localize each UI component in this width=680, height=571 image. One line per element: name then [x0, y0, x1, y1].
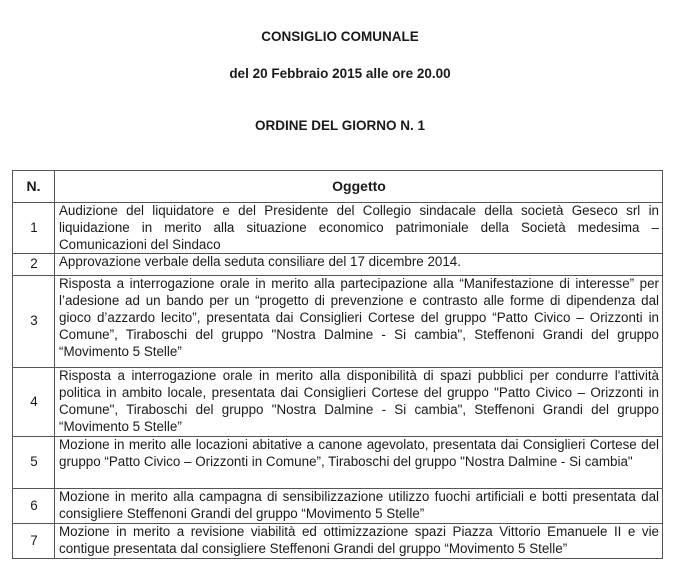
row-subject: Mozione in merito a revisione viabilità ed ottimizzazione spazi Piazza Vittorio Emanuele II e vie contigue presentata dal consigliere Steffenoni Grandi del gruppo “Movimento 5 Stelle” [55, 523, 663, 558]
table-row [13, 437, 663, 489]
row-subject: Approvazione verbale della seduta consiliare del 17 dicembre 2014. [55, 254, 663, 276]
document-title: CONSIGLIO COMUNALE [261, 29, 419, 44]
row-number: 3 [13, 276, 55, 368]
table-row [13, 276, 663, 368]
row-number: 6 [13, 489, 55, 524]
row-number: 4 [13, 368, 55, 437]
row-subject: Mozione in merito alla campagna di sensibilizzazione utilizzo fuochi artificiali e botti presentata dal consigliere Steffenoni Grandi del gruppo “Movimento 5 Stelle” [55, 489, 663, 524]
table-row [13, 489, 663, 524]
row-number: 7 [13, 523, 55, 558]
meeting-date: del 20 Febbraio 2015 alle ore 20.00 [229, 66, 451, 81]
agenda-table [12, 170, 663, 559]
table-row [13, 368, 663, 437]
header-number: N. [13, 171, 55, 203]
header-subject: Oggetto [55, 171, 663, 203]
agenda-subtitle: ORDINE DEL GIORNO N. 1 [254, 118, 426, 133]
table-header-row [13, 171, 663, 203]
row-subject: Audizione del liquidatore e del Presidente del Collegio sindacale della società Geseco srl in liquidazione in merito alla situazione economico patrimoniale della Società medesima – Comunicazioni del Sindaco [55, 203, 663, 254]
row-subject: Mozione in merito alle locazioni abitative a canone agevolato, presentata dai Consiglieri Cortese del gruppo “Patto Civico – Orizzonti in Comune”, Tiraboschi del gruppo "Nostra Dalmine - Si cambia" [55, 437, 663, 489]
table-row [13, 203, 663, 254]
row-number: 5 [13, 437, 55, 489]
row-number: 2 [13, 254, 55, 276]
row-subject: Risposta a interrogazione orale in merito alla partecipazione alla “Manifestazione di interesse” per l’adesione ad un bando per un “progetto di prevenzione e contrasto alle forme di dipendenza dal gioco d’azzardo lecito”, presentata dai Consiglieri Cortese del gruppo “Patto Civico – Orizzonti in Comune”, Tiraboschi del gruppo "Nostra Dalmine - Si cambia", Steffenoni Grandi del gruppo “Movimento 5 Stelle” [55, 276, 663, 368]
row-number: 1 [13, 203, 55, 254]
table-row [13, 523, 663, 558]
table-row [13, 254, 663, 276]
row-subject: Risposta a interrogazione orale in merito alla disponibilità di spazi pubblici per condurre l'attività politica in ambito locale, presentata dai Consiglieri Cortese del gruppo "Patto Civico – Orizzonti in Comune", Tiraboschi del gruppo "Nostra Dalmine - Si cambia", Steffenoni Grandi del gruppo “Movimento 5 Stelle” [55, 368, 663, 437]
